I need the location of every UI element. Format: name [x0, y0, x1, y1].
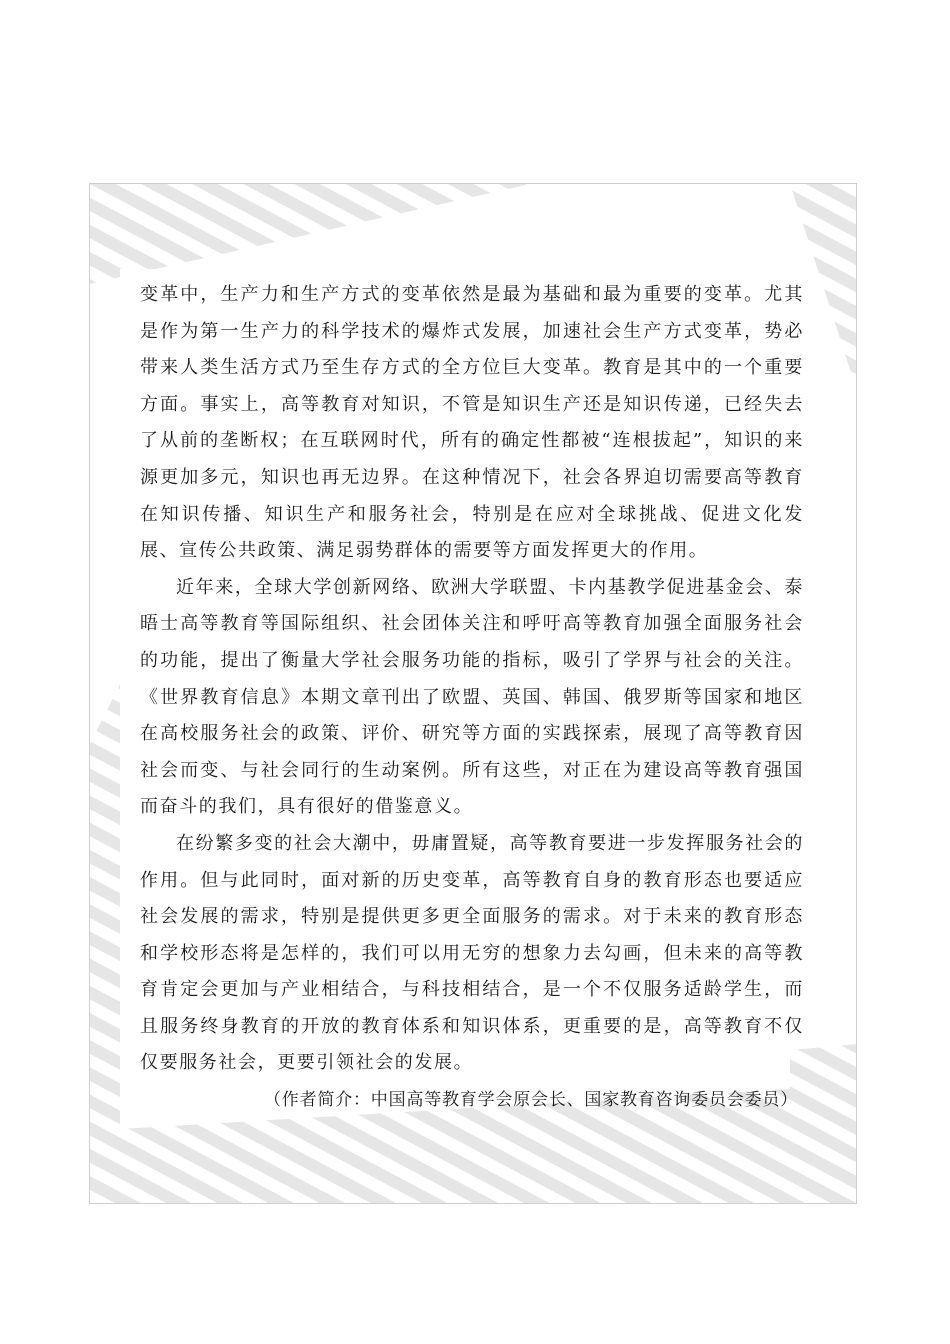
paragraph-1: 变革中，生产力和生产方式的变革依然是最为基础和最为重要的变革。尤其是作为第一生产力的科学技术的爆炸式发展，加速社会生产方式变革，势必带来人类生活方式乃至生存方式的全方位巨大变革。教育是其中的一个重要方面。事实上，高等教育对知识，不管是知识生产还是知识传递，已经失去了从前的垄断权；在互联网时代，所有的确定性都被“连根拔起”，知识的来源更加多元，知识也再无边界。在这种情况下，社会各界迫切需要高等教育在知识传播、知识生产和服务社会，特别是在应对全球挑战、促进文化发展、宣传公共政策、满足弱势群体的需要等方面发挥更大的作用。: [140, 284, 804, 562]
paragraph-2: 近年来，全球大学创新网络、欧洲大学联盟、卡内基教学促进基金会、泰晤士高等教育等国际组织、社会团体关注和呼吁高等教育加强全面服务社会的功能，提出了衡量大学社会服务功能的指标，吸引了学界与社会的关注。《世界教育信息》本期文章刊出了欧盟、英国、韩国、俄罗斯等国家和地区在高校服务社会的政策、评价、研究等方面的实践探索，展现了高等教育因社会而变、与社会同行的生动案例。所有这些，对正在为建设高等教育强国而奋斗的我们，具有很好的借鉴意义。: [140, 576, 804, 818]
article-body: [140, 277, 804, 1119]
author-note: （作者简介：中国高等教育学会原会长、国家教育咨询委员会委员）: [264, 1090, 798, 1111]
paragraph-3: 在纷繁多变的社会大潮中，毋庸置疑，高等教育要进一步发挥服务社会的作用。但与此同时，面对新的历史变革，高等教育自身的教育形态也要适应社会发展的需求，特别是提供更多更全面服务的需求。对于未来的教育形态和学校形态将是怎样的，我们可以用无穷的想象力去勾画，但未来的高等教育肯定会更加与产业相结合，与科技相结合，是一个不仅服务适龄学生，而且服务终身教育的开放的教育体系和知识体系，更重要的是，高等教育不仅仅要服务社会，更要引领社会的发展。: [140, 832, 804, 1074]
